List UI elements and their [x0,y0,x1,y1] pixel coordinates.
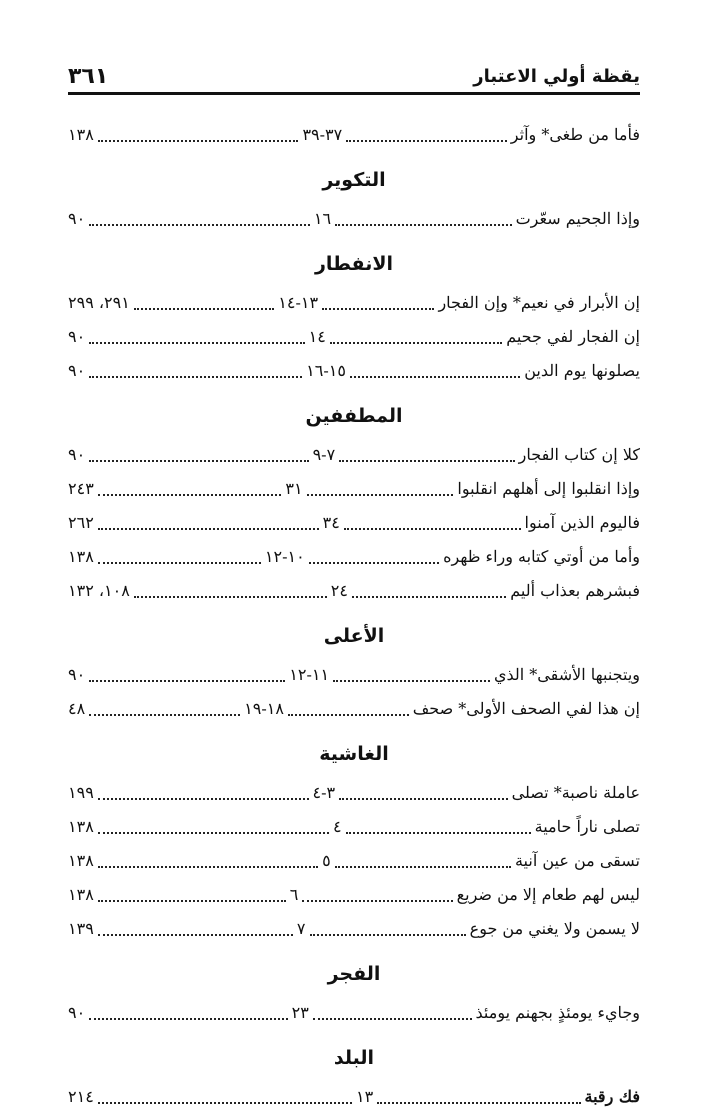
ayah-number: ١٤ [308,327,326,346]
index-entry [68,776,640,810]
page-reference: ٢٤٣ [68,479,94,498]
dot-leader [98,832,329,834]
ayah-number: ٧-٩ [312,445,336,464]
index-entry [68,286,640,320]
ayah-number: ١٦ [313,209,332,228]
dot-leader [89,1018,287,1020]
verse-text: إن الفجار لفي جحيم [506,327,640,346]
index-entry [68,354,640,388]
dot-leader [344,528,521,530]
dot-leader [377,1102,580,1104]
dot-leader [134,308,274,310]
ayah-number: ٣٤ [322,513,340,532]
dot-leader [330,342,502,344]
surah-heading: التكوير [322,169,386,191]
verse-index [68,118,640,1114]
page-reference: ٩٠ [68,665,86,684]
dot-leader [339,798,508,800]
ayah-number: ١٨-١٩ [244,699,284,718]
page-reference: ١٣٩ [68,919,94,938]
page-number: ٣٦١ [68,64,109,89]
dot-leader [302,900,452,902]
index-entry [68,540,640,574]
ayah-number: ١٥-١٦ [306,361,346,380]
dot-leader [307,494,454,496]
ayah-number: ٣١ [285,479,303,498]
index-entry [68,996,640,1030]
verse-text: تسقى من عين آنية [514,851,640,870]
verse-text: فك رقبة [584,1087,640,1106]
ayah-number: ٤ [333,817,342,836]
dot-leader [98,1102,352,1104]
dot-leader [309,562,439,564]
page-reference: ١٣٨ [68,851,94,870]
dot-leader [89,342,304,344]
surah-heading: البلد [333,1047,375,1069]
verse-text: وإذا الجحيم سعّرت [515,209,640,228]
page-reference: ١٣٨ [68,547,94,566]
page-reference: ١٩٩ [68,783,94,802]
ayah-number: ٦ [289,885,299,904]
index-entry [68,658,640,692]
index-entry [68,118,640,152]
index-entry [68,810,640,844]
dot-leader [346,140,507,142]
ayah-number: ١٣-١٤ [278,293,319,312]
surah-heading: المطففين [305,405,403,427]
dot-leader [98,140,299,142]
verse-text: ليس لهم طعام إلا من ضريع [456,885,640,904]
page-header [68,58,640,92]
dot-leader [335,224,512,226]
index-entry [68,472,640,506]
ayah-number: ٣٧-٣٩ [302,125,343,144]
dot-leader [98,934,293,936]
dot-leader [322,308,434,310]
dot-leader [89,224,310,226]
verse-text: يصلونها يوم الدين [524,361,640,380]
page-reference: ٩٠ [68,445,86,464]
dot-leader [350,376,520,378]
page-reference: ٢٦٢ [68,513,94,532]
index-entry [68,1080,640,1114]
dot-leader [98,562,261,564]
page-reference: ١٣٨ [68,885,94,904]
page-reference: ٩٠ [68,209,86,228]
dot-leader [98,866,318,868]
verse-text: وأما من أوتي كتابه وراء ظهره [443,547,640,566]
page-reference: ١٠٨، ١٣٢ [68,581,130,600]
surah-heading: الغاشية [319,743,389,765]
verse-text: تصلى ناراً حامية [534,817,640,836]
dot-leader [89,376,302,378]
dot-leader [313,1018,472,1020]
verse-text: إن هذا لفي الصحف الأولى* صحف [412,699,640,718]
dot-leader [335,866,511,868]
ayah-number: ٢٣ [291,1003,309,1022]
page-reference: ٩٠ [68,361,86,380]
dot-leader [98,494,282,496]
verse-text: وجايء يومئذٍ بجهنم يومئذ [475,1003,640,1022]
page-reference: ١٣٨ [68,125,94,144]
verse-text: وإذا انقلبوا إلى أهلهم انقلبوا [457,479,640,498]
index-entry [68,692,640,726]
ayah-number: ٣-٤ [312,783,336,802]
verse-text: فأما من طغى* وآثر [510,125,640,144]
ayah-number: ٥ [322,851,331,870]
dot-leader [89,714,240,716]
index-entry [68,912,640,946]
verse-text: كلا إن كتاب الفجار [518,445,640,464]
index-entry [68,506,640,540]
verse-text: فاليوم الذين آمنوا [524,513,640,532]
dot-leader [134,596,327,598]
surah-heading: الفجر [327,963,381,985]
index-entry [68,202,640,236]
page-reference: ٩٠ [68,327,86,346]
header-rule [68,92,640,95]
page-reference: ٩٠ [68,1003,86,1022]
surah-heading: الأعلى [323,625,385,647]
dot-leader [333,680,490,682]
page-reference: ٤٨ [68,699,86,718]
index-entry [68,320,640,354]
index-entry [68,438,640,472]
dot-leader [346,832,531,834]
index-entry [68,844,640,878]
ayah-number: ١١-١٢ [289,665,330,684]
ayah-number: ٧ [296,919,306,938]
verse-text: ويتجنبها الأشقى* الذي [493,665,640,684]
index-entry [68,878,640,912]
ayah-number: ١٣ [355,1087,374,1106]
verse-text: فبشرهم بعذاب أليم [510,581,640,600]
dot-leader [98,798,309,800]
surah-heading: الانفطار [314,253,394,275]
dot-leader [89,460,308,462]
dot-leader [339,460,515,462]
page-reference: ٢١٤ [68,1087,94,1106]
dot-leader [288,714,409,716]
verse-text: لا يسمن ولا يغني من جوع [469,919,640,938]
page-reference: ٢٩١، ٢٩٩ [68,293,130,312]
dot-leader [310,934,466,936]
verse-text: عاملة ناصبة* تصلى [511,783,640,802]
index-entry [68,574,640,608]
dot-leader [89,680,285,682]
ayah-number: ٢٤ [330,581,348,600]
dot-leader [98,528,319,530]
verse-text: إن الأبرار في نعيم* وإن الفجار [438,293,640,312]
page-reference: ١٣٨ [68,817,94,836]
dot-leader [352,596,506,598]
ayah-number: ١٠-١٢ [264,547,305,566]
running-title: يقظة أولي الاعتبار [473,66,640,87]
dot-leader [98,900,286,902]
